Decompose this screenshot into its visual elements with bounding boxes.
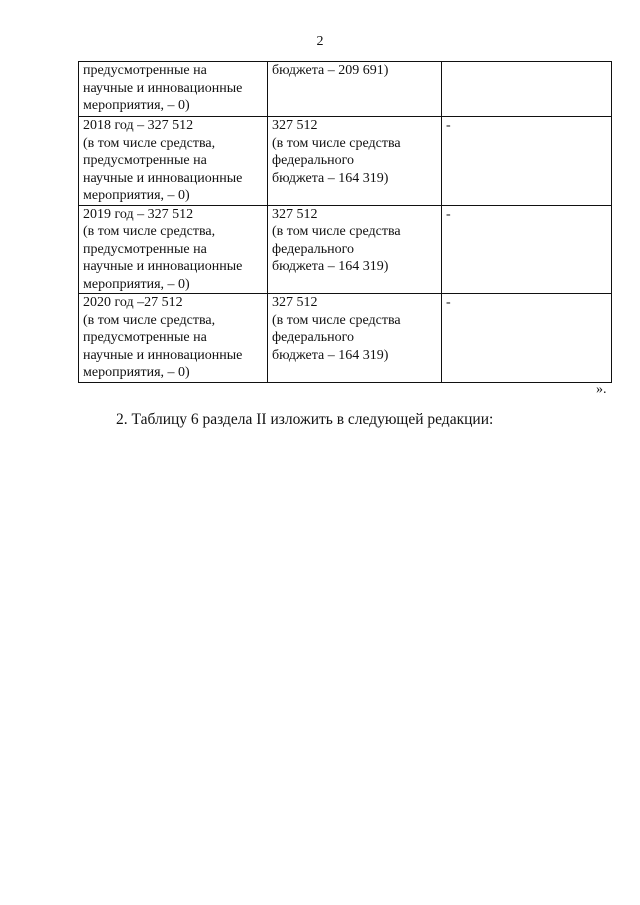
page-number: 2 [316, 34, 324, 49]
table-cell-other [442, 294, 612, 383]
cell-line: бюджета – 164 319) [272, 259, 389, 274]
cell-line: мероприятия, – 0) [83, 188, 190, 203]
table-row [79, 294, 612, 383]
cell-line: бюджета – 164 319) [272, 347, 389, 363]
cell-line: федерального [272, 153, 355, 168]
cell-line: научные и инновационные [83, 347, 243, 363]
table-cell-funding-total [79, 205, 268, 294]
table-row [79, 205, 612, 294]
cell-line: предусмотренные на [83, 241, 207, 257]
table-cell-federal-budget [268, 294, 442, 383]
cell-line: мероприятия, – 0) [83, 276, 190, 292]
cell-line: мероприятия, – 0) [83, 365, 190, 380]
cell-line: мероприятия, – 0) [83, 98, 190, 113]
budget-table [78, 61, 612, 383]
cell-line: (в том числе средства [272, 135, 401, 151]
table-cell-federal-budget [268, 62, 442, 117]
table-row [79, 62, 612, 117]
cell-line: федерального [272, 241, 355, 257]
cell-line: - [446, 295, 451, 310]
table-cell-other [442, 62, 612, 117]
cell-line: федерального [272, 330, 355, 345]
cell-line: научные и инновационные [83, 80, 243, 96]
closing-quote: ». [596, 382, 607, 397]
cell-line: - [446, 206, 451, 222]
cell-line: (в том числе средства, [83, 224, 216, 239]
cell-line: бюджета – 209 691) [272, 63, 389, 78]
cell-line: (в том числе средства, [83, 135, 216, 151]
cell-line: научные и инновационные [83, 170, 243, 186]
cell-line: 2020 год –27 512 [83, 295, 183, 310]
table-cell-other [442, 117, 612, 206]
table-cell-funding-total [79, 62, 268, 117]
amendment-paragraph: 2. Таблицу 6 раздела II изложить в следующей редакции: [116, 411, 494, 428]
cell-line: 327 512 [272, 295, 318, 310]
cell-line: 327 512 [272, 206, 318, 222]
cell-line: предусмотренные на [83, 153, 207, 168]
cell-line: 2019 год – 327 512 [83, 206, 194, 222]
cell-line: 2018 год – 327 512 [83, 118, 194, 133]
table-cell-federal-budget [268, 205, 442, 294]
table-row [79, 117, 612, 206]
table-cell-other [442, 205, 612, 294]
cell-line: (в том числе средства [272, 312, 401, 328]
cell-line: предусмотренные на [83, 63, 207, 78]
table-cell-funding-total [79, 294, 268, 383]
cell-line: бюджета – 164 319) [272, 170, 389, 186]
cell-line: - [446, 118, 451, 133]
table-cell-funding-total [79, 117, 268, 206]
cell-line: 327 512 [272, 118, 318, 133]
cell-line: предусмотренные на [83, 330, 207, 345]
cell-line: (в том числе средства [272, 224, 401, 239]
cell-line: научные и инновационные [83, 259, 243, 274]
table-cell-federal-budget [268, 117, 442, 206]
cell-line: (в том числе средства, [83, 312, 216, 328]
